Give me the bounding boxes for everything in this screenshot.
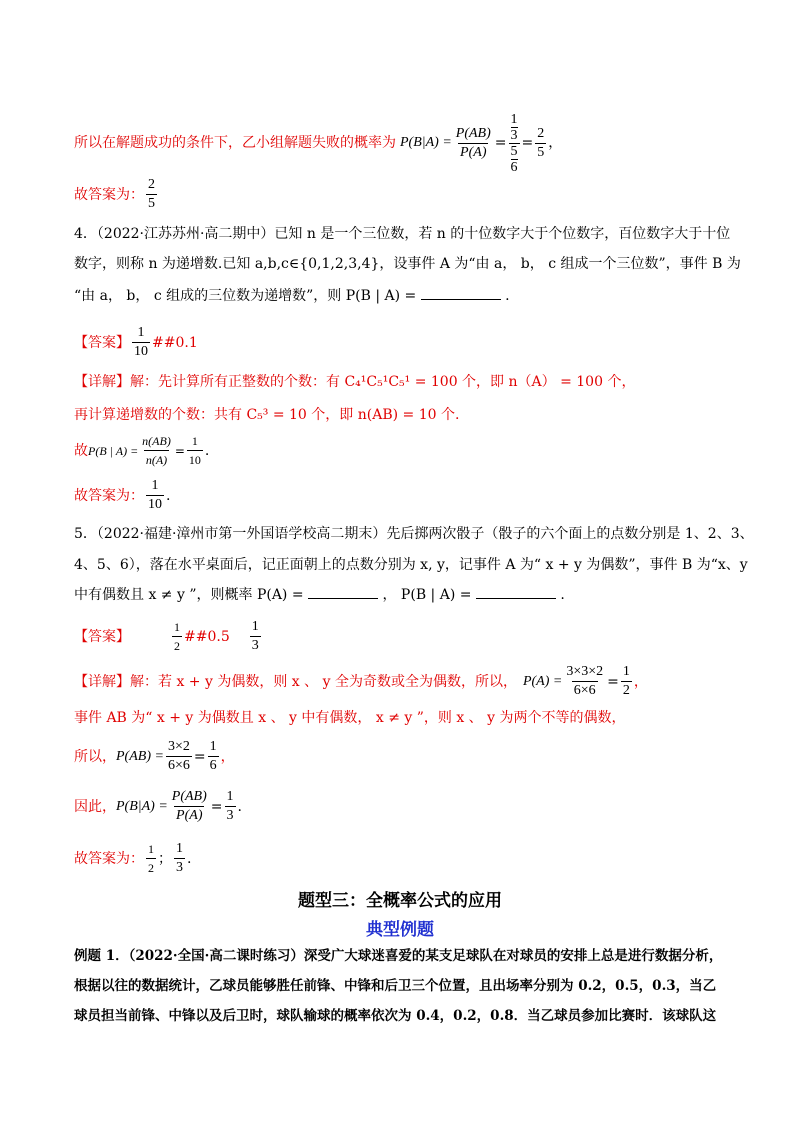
q5-detail3-fraction: $\frac{3\times 2}{6\times 6}$ bbox=[167, 739, 190, 773]
q4-final-label: 故答案为： bbox=[74, 487, 144, 504]
q5-detail3: 所以， P(AB) = $\frac{3\times 2}{6\times 6}$ = $\frac{1}{6}$ ， bbox=[74, 739, 235, 773]
q4-blank bbox=[421, 285, 501, 300]
section-subtitle: 典型例题 bbox=[366, 920, 434, 940]
q4-line3: “由 a， b， c 组成的三位数为递增数”，则 P(B | A) = . bbox=[74, 285, 510, 306]
q4-answer-line bbox=[74, 324, 198, 361]
answer1-label: 故答案为： bbox=[74, 186, 144, 203]
q4-final-fraction: $\frac{1}{10}$ bbox=[148, 478, 162, 512]
q5-blank-2 bbox=[476, 584, 556, 599]
q5-answer-fraction-1: $\frac{1}{2}$ bbox=[174, 620, 180, 653]
q5-line1: 5．（2022·福建·漳州市第一外国语学校高二期末）先后掷两次骰子（骰子的六个面上的点数分别是 1、2、3、 bbox=[74, 526, 754, 542]
q5-final-fraction-1: $\frac{1}{2}$ bbox=[148, 842, 154, 875]
q5-detail4-result: $\frac{1}{3}$ bbox=[226, 789, 234, 823]
q4-final-line: 故答案为： $\frac{1}{10}$ . bbox=[74, 478, 171, 512]
q4-detail3: 故 P(B | A) = $\frac{n(AB)}{n(A)}$ = $\frac{1}{10}$ . bbox=[74, 434, 210, 467]
q5-detail3-result: $\frac{1}{6}$ bbox=[209, 739, 217, 773]
q5-answer-alt: ##0.5 bbox=[184, 628, 230, 645]
prev-solution-nested-fraction: 1 3 5 6 bbox=[510, 111, 518, 175]
q5-detail1-fraction: $\frac{3\times 3\times 2}{6\times 6}$ bbox=[566, 664, 604, 698]
q5-line2: 4、5、6），落在水平桌面后，记正面朝上的点数分别为 x, y，记事件 A 为“ x + y 为偶数”，事件 B 为“x、y bbox=[74, 557, 748, 573]
q4-detail3-result: $\frac{1}{10}$ bbox=[188, 434, 201, 467]
example-line1: 例题 1．（2022·全国·高二课时练习）深受广大球迷喜爱的某支足球队在对球员的安排上总是进行数据分析， bbox=[74, 948, 723, 964]
q5-line3: 中有偶数且 x ≠ y ”，则概率 P(A) = ， P(B | A) = . bbox=[74, 584, 565, 605]
prev-solution-result: $\frac{2}{5}$ bbox=[537, 125, 545, 160]
example-line2: 根据以往的数据统计，乙球员能够胜任前锋、中锋和后卫三个位置，且出场率分别为 0.2，0.5，0.3，当乙 bbox=[74, 978, 717, 994]
q4-detail3-fraction: $\frac{n(AB)}{n(A)}$ bbox=[142, 434, 171, 467]
prev-solution-text: 所以在解题成功的条件下，乙小组解题失败的概率为 bbox=[74, 135, 396, 151]
q5-answer-line bbox=[74, 618, 263, 655]
q5-detail1-result: $\frac{1}{2}$ bbox=[622, 664, 630, 698]
prev-solution-lhs: P(B|A) = bbox=[400, 135, 452, 150]
section-title: 题型三：全概率公式的应用 bbox=[298, 891, 502, 911]
q5-detail2: 事件 AB 为“ x + y 为偶数且 x 、 y 中有偶数， x ≠ y ”，则 x 、 y 为两个不等的偶数， bbox=[74, 710, 626, 726]
q5-answer-label: 【答案】 bbox=[74, 628, 130, 645]
q5-detail1: 【详解】解：若 x + y 为偶数，则 x 、 y 全为奇数或全为偶数，所以， P(A) = $\frac{3\times 3\times 2}{6\times 6}$ = $\frac{1}{2}$ ， bbox=[74, 664, 648, 698]
q5-final-line: 故答案为： $\frac{1}{2}$ ； $\frac{1}{3}$ . bbox=[74, 841, 192, 875]
q5-final-fraction-2: $\frac{1}{3}$ bbox=[176, 841, 183, 875]
q4-answer-fraction: $\frac{1}{10}$ bbox=[134, 325, 148, 359]
q4-line1: 4．（2022·江苏苏州·高二期中）已知 n 是一个三位数，若 n 的十位数字大于个位数字，百位数字大于十位 bbox=[74, 226, 731, 242]
prev-solution-eq: = bbox=[494, 135, 507, 151]
q4-line2: 数字，则称 n 为递增数.已知 a,b,c∈{0,1,2,3,4}，设事件 A 为“由 a， b， c 组成一个三位数”，事件 B 为 bbox=[74, 256, 741, 272]
answer1-fraction: $\frac{2}{5}$ bbox=[148, 177, 155, 211]
q5-blank-1 bbox=[308, 584, 378, 599]
q4-answer-label: 【答案】 bbox=[74, 334, 130, 351]
answer1-line bbox=[74, 176, 159, 213]
example-line3: 球员担当前锋、中锋以及后卫时，球队输球的概率依次为 0.4，0.2，0.8．当乙球员参加比赛时．该球队这 bbox=[74, 1008, 717, 1024]
q5-answer-fraction-2: $\frac{1}{3}$ bbox=[251, 619, 259, 653]
prev-solution-line: 所以在解题成功的条件下，乙小组解题失败的概率为 P(B|A) = $\frac{P(AB)}{P(A)}$ = 1 3 5 6 = $\frac{2}{5}$ ， bbox=[74, 111, 563, 175]
prev-solution-fraction: $\frac{P(AB)}{P(A)}$ bbox=[455, 125, 491, 160]
q5-detail4: 因此， P(B|A) = $\frac{P(AB)}{P(A)}$ = $\frac{1}{3}$ . bbox=[74, 789, 242, 823]
q5-final-label: 故答案为： bbox=[74, 850, 144, 867]
q4-detail2: 再计算递增数的个数：共有 C₅³ = 10 个，即 n(AB) = 10 个. bbox=[74, 407, 460, 423]
q5-detail4-fraction: $\frac{P(AB)}{P(A)}$ bbox=[171, 789, 207, 823]
q4-answer-alt: ##0.1 bbox=[152, 334, 198, 351]
q4-detail1: 【详解】解：先计算所有正整数的个数：有 C₄¹C₅¹C₅¹ = 100 个，即 n（A） = 100 个， bbox=[74, 374, 636, 390]
